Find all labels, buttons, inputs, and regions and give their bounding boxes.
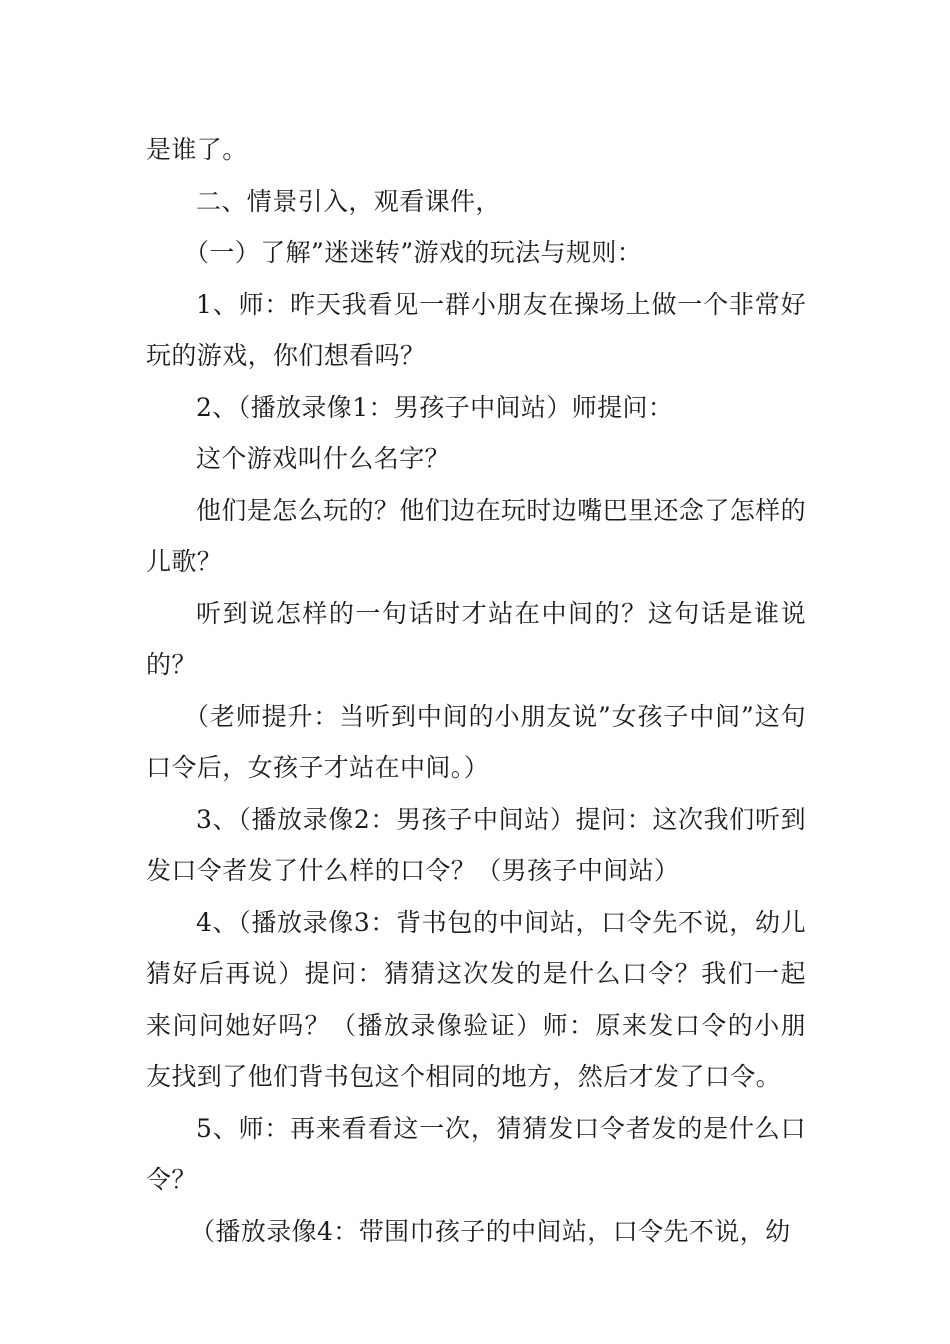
paragraph-continuation: 是谁了。 [146, 135, 248, 164]
paragraph-step-2: 2、（播放录像1：男孩子中间站）师提问： [196, 392, 674, 422]
paragraph-step-1: 1、师：昨天我看见一群小朋友在操场上做一个非常好玩的游戏，你们想看吗？ [146, 289, 806, 370]
paragraph-teacher-summary: （老师提升：当听到中间的小朋友说”女孩子中间”这句口令后，女孩子才站在中间。） [146, 701, 806, 782]
paragraph-step-4: 4、（播放录像3：背书包的中间站，口令先不说，幼儿猜好后再说）提问：猜猜这次发的是什么口令？我们一起来问问她好吗？（播放录像验证）师：原来发口令的小朋友找到了他们背书包这个相同的地方，然后才发了口令。 [146, 907, 806, 1091]
paragraph-step-5: 5、师：再来看看这一次，猜猜发口令者发的是什么口令？ [146, 1113, 806, 1194]
paragraph-question-game-name: 这个游戏叫什么名字？ [196, 444, 451, 473]
paragraph-question-phrase: 听到说怎样的一句话时才站在中间的？这句话是谁说的？ [146, 598, 806, 679]
paragraph-step-3: 3、（播放录像2：男孩子中间站）提问：这次我们听到发口令者发了什么样的口令？（男孩子中间站） [146, 804, 806, 885]
document-body [146, 124, 806, 1257]
paragraph-video-4: （播放录像4：带围巾孩子的中间站，口令先不说，幼 [190, 1216, 791, 1246]
paragraph-question-how-play: 他们是怎么玩的？他们边在玩时边嘴巴里还念了怎样的儿歌？ [146, 495, 806, 576]
section-heading-scenario-intro: 二、情景引入，观看课件， [196, 186, 501, 216]
subsection-heading-game-rules: （一）了解”迷迷转”游戏的玩法与规则： [184, 238, 643, 267]
